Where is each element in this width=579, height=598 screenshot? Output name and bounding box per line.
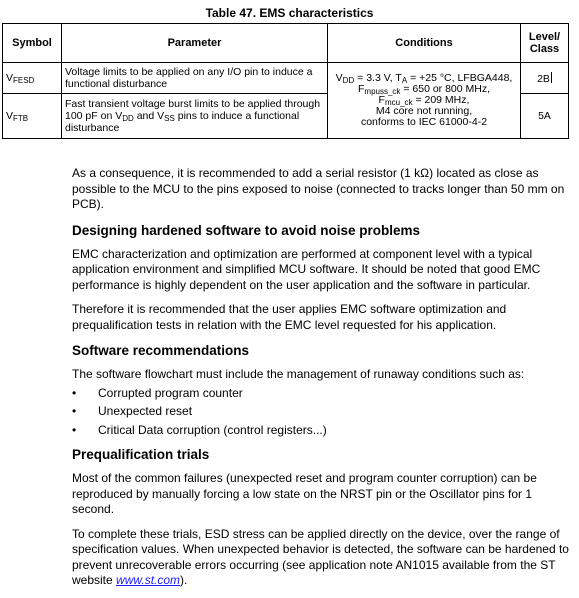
paragraph-flowchart: The software flowchart must include the management of runaway conditions such as:: [72, 367, 525, 381]
paragraph-emc-optimization: Therefore it is recommended that the user applies EMC software optimization and prequalification tests in relation with the EMC level requested for his application.: [72, 302, 507, 332]
paragraph-common-failures: Most of the common failures (unexpected reset and program counter corruption) can be reproduced by manually forcing a low state on the NRST pin or the Oscillator pins for 1 second.: [72, 471, 537, 516]
table-caption: Table 47. EMS characteristics: [205, 6, 374, 20]
document-body: [72, 166, 572, 598]
parameter-vftb: Fast transient voltage burst limits to be applied through 100 pF on $V_{DD}$ and $V_{SS}$ pins to induce a functional disturbance: [62, 94, 328, 139]
heading-hardened-software: Designing hardened software to avoid noise problems: [72, 222, 421, 238]
st-website-link[interactable]: www.st.com: [116, 573, 181, 587]
paragraph-emc-characterization: EMC characterization and optimization are performed at component level with a typical application environment and simplified MCU software. It should be noted that good EMC performance is highly dependent on the user application and the software in particular.: [72, 246, 541, 292]
level-vfesd[interactable]: 2B: [521, 63, 569, 94]
header-level-line1: Level/: [528, 31, 561, 43]
list-item: • Critical Data corruption (control registers...): [72, 422, 327, 437]
heading-software-recommendations: Software recommendations: [72, 343, 250, 358]
ems-characteristics-table: [2, 23, 569, 139]
bullet-marker: •: [72, 404, 77, 418]
text-cursor: [551, 72, 552, 83]
header-conditions: Conditions: [328, 24, 521, 63]
heading-prequalification-trials: Prequalification trials: [72, 447, 210, 462]
table-row: [3, 63, 569, 94]
header-level-class: [521, 24, 569, 63]
symbol-vftb: $V_{FTB}$: [3, 94, 62, 139]
header-symbol: Symbol: [3, 24, 62, 63]
parameter-vfesd: Voltage limits to be applied on any I/O pin to induce a functional disturbance: [62, 63, 328, 94]
bullet-marker: •: [72, 385, 77, 400]
header-level-line2: Class: [529, 43, 560, 55]
list-item: • Corrupted program counter: [72, 385, 243, 400]
bullet-marker: •: [72, 422, 77, 437]
runaway-conditions-list: [72, 386, 572, 439]
level-vftb: 5A: [521, 94, 569, 139]
symbol-vfesd: $V_{FESD}$: [3, 63, 62, 94]
test-conditions: $V_{DD} = 3.3$ V, $T_A = +25$ °C, LFBGA448, $F_{mpuss\_ck} = 650$ or 800 MHz, $F_{mcu\_ck} = 209$ MHz, M4 core not running, conforms to IEC 61000-4-2: [328, 63, 521, 139]
header-parameter: Parameter: [62, 24, 328, 63]
table-header-row: [3, 24, 569, 63]
list-item: • Unexpected reset: [72, 404, 193, 418]
paragraph-esd-stress: To complete these trials, ESD stress can be applied directly on the device, over the range of specification values. When unexpected behavior is detected, the software can be hardened to prevent unrecoverable errors occurring (see application note AN1015 available from the ST website www.st.com).: [72, 526, 569, 587]
paragraph-serial-resistor: As a consequence, it is recommended to add a serial resistor (1 kΩ) located as close as possible to the MCU to the pins exposed to noise (connected to tracks longer than 50 mm on PCB).: [72, 166, 565, 211]
